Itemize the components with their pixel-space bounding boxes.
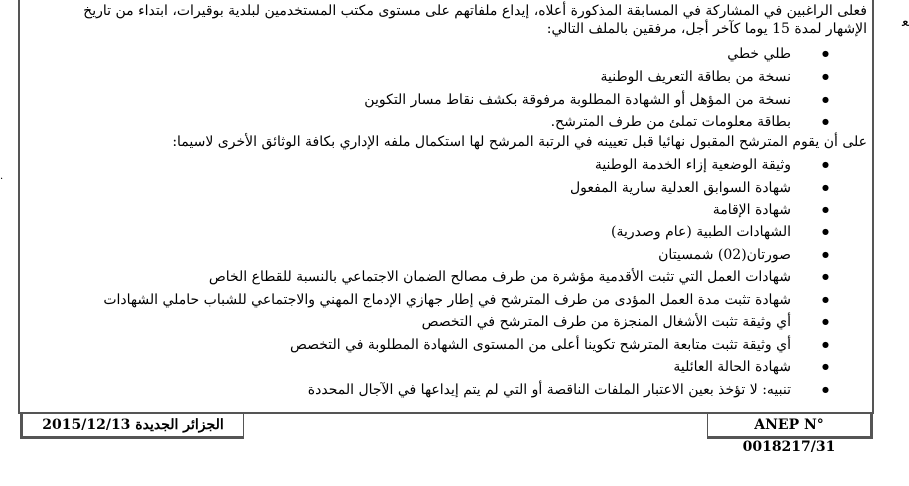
file-item: بطاقة معلومات تملئ من طرف المترشح. ● <box>551 112 791 132</box>
newspaper-name: الجزائر الجديدة <box>135 417 224 433</box>
file-item: نسخة من المؤهل أو الشهادة المطلوبة مرفوقة بكشف نقاط مسار التكوين ● <box>364 90 791 110</box>
admin-item: شهادة الحالة العائلية ● <box>673 357 791 377</box>
anep-number: ANEP N° 0018217/31 <box>742 417 836 455</box>
anep-footer <box>707 414 873 455</box>
admin-item: شهادة الإقامة ● <box>713 200 791 220</box>
file-item: نسخة من بطاقة التعريف الوطنية ● <box>601 67 791 87</box>
admin-item: الشهادات الطبية (عام وصدرية) ● <box>611 222 791 242</box>
admin-item: أي وثيقة تثبت متابعة المترشح تكوينا أعلى من المستوى الشهادة المطلوبة في التخصص ● <box>290 335 791 355</box>
warning-item: تنبيه: لا تؤخذ بعين الاعتبار الملفات الناقصة أو التي لم يتم إيداعها في الآجال المحددة ● <box>308 380 791 400</box>
file-item: طلي خطي ● <box>727 44 791 64</box>
admin-item: وثيقة الوضعية إزاء الخدمة الوطنية ● <box>595 155 791 175</box>
admin-item: أي وثيقة تثبت الأشغال المنجزة من طرف المترشح في التخصص ● <box>422 312 791 332</box>
admin-item: صورتان(02) شمسيتان ● <box>658 245 791 265</box>
edge-dot: · <box>0 174 4 185</box>
admin-item: شهادة تثبت مدة العمل المؤدى من طرف المترشح في إطار جهازي الإدماج المهني والاجتماعي للشباب حاملي الشهادات ● <box>103 290 791 310</box>
admin-item: شهادة السوابق العدلية سارية المفعول ● <box>570 178 791 198</box>
publication-date: 2015/12/13 <box>42 417 131 433</box>
intro-paragraph: فعلى الراغبين في المشاركة في المسابقة المذكورة أعلاه، إيداع ملفاتهم على مستوى مكتب المستخدمين لبلدية بوقيرات، ابتداء من تاريخ الإشهار لمدة 15 يوما كآخر أجل، مرفقين بالملف التالي: <box>83 3 867 37</box>
edge-mark: ﻌ <box>902 14 909 30</box>
note-paragraph: على أن يقوم المترشح المقبول نهائيا قبل تعيينه في الرتبة المرشح لها استكمال ملفه الإداري بكافة الوثائق الأخرى لاسيما: <box>172 134 867 150</box>
admin-item: شهادات العمل التي تثبت الأقدمية مؤشرة من طرف مصالح الضمان الاجتماعي بالنسبة للقطاع الخاص ● <box>209 267 791 287</box>
newspaper-footer <box>20 414 244 439</box>
